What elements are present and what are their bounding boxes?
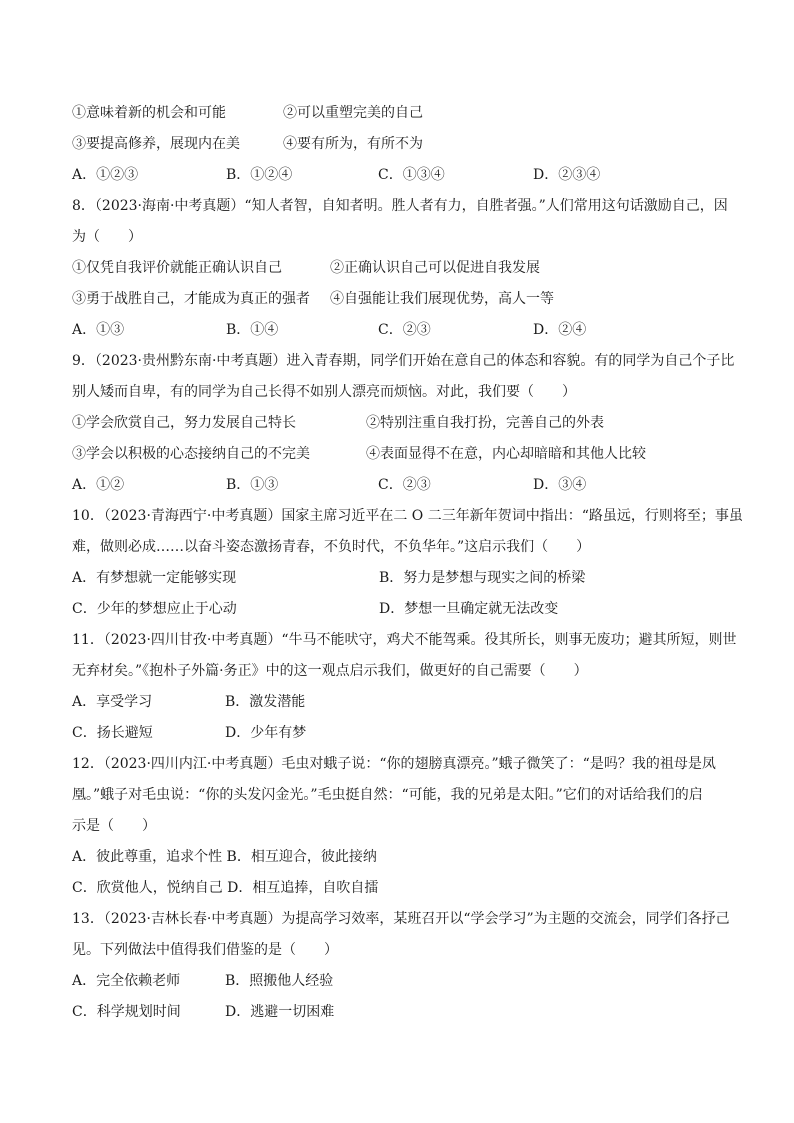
q8-statement-2: ②正确认识自己可以促进自我发展 [330, 260, 540, 276]
q8-option-c: C．②③ [378, 322, 431, 338]
q7-statement-2: ②可以重塑完美的自己 [283, 105, 423, 121]
q10-option-a: A．有梦想就一定能够实现 [72, 570, 237, 586]
q9-statement-4: ④表面显得不在意，内心却暗暗和其他人比较 [366, 446, 646, 462]
q7-option-b: B．①②④ [226, 167, 293, 183]
q9-stem-line-1: 9．（2023·贵州黔东南·中考真题）进入青春期，同学们开始在意自己的体态和容貌。有的同学为自己个子比 [72, 353, 735, 369]
q10-stem-line-2: 难，做则必成……以奋斗姿态激扬青春，不负时代，不负华年。”这启示我们（ ） [72, 539, 591, 555]
q12-options-a-b: A．彼此尊重，追求个性 B．相互迎合，彼此接纳 [72, 849, 377, 865]
q13-option-b: B．照搬他人经验 [225, 973, 334, 989]
q9-option-b: B．①③ [226, 477, 279, 493]
q9-option-c: C．②③ [378, 477, 431, 493]
q10-stem-line-1: 10．（2023·青海西宁·中考真题）国家主席习近平在二 O 二三年新年贺词中指出：“路虽远，行则将至；事虽 [72, 508, 743, 524]
q13-option-c: C．科学规划时间 [72, 1004, 181, 1020]
q9-statement-2: ②特别注重自我打扮，完善自己的外表 [366, 415, 604, 431]
q10-option-d: D．梦想一旦确定就无法改变 [379, 601, 559, 617]
q9-statement-1: ①学会欣赏自己，努力发展自己特长 [72, 415, 296, 431]
q10-option-c: C．少年的梦想应止于心动 [72, 601, 237, 617]
q13-option-d: D．逃避一切困难 [225, 1004, 335, 1020]
q8-statement-4: ④自强能让我们展现优势，高人一等 [330, 291, 554, 307]
q9-option-a: A．①② [72, 477, 125, 493]
q12-options-c-d: C．欣赏他人，悦纳自己 D．相互追捧，自吹自擂 [72, 880, 379, 896]
q12-stem-line-1: 12．（2023·四川内江·中考真题）毛虫对蛾子说：“你的翅膀真漂亮。”蛾子微笑了：“是吗？我的祖母是凤 [72, 756, 716, 772]
q8-option-d: D．②④ [533, 322, 587, 338]
q8-statement-1: ①仅凭自我评价就能正确认识自己 [72, 260, 282, 276]
q10-option-b: B．努力是梦想与现实之间的桥梁 [379, 570, 586, 586]
q7-option-a: A．①②③ [72, 167, 139, 183]
q11-stem-line-1: 11．（2023·四川甘孜·中考真题）“牛马不能吠守，鸡犬不能驾乘。役其所长，则事无废功；避其所短，则世 [72, 632, 737, 648]
q8-stem-line-1: 8．（2023·海南·中考真题）“知人者智，自知者明。胜人者有力，自胜者强。”人们常用这句话激励自己，因 [72, 198, 728, 214]
q8-statement-3: ③勇于战胜自己，才能成为真正的强者 [72, 291, 310, 307]
q12-stem-line-2: 凰。”蛾子对毛虫说：“你的头发闪金光。”毛虫挺自然：“可能，我的兄弟是太阳。”它们的对话给我们的启 [72, 787, 703, 803]
q7-option-d: D．②③④ [533, 167, 601, 183]
q13-stem-line-2: 见。下列做法中值得我们借鉴的是（ ） [72, 942, 338, 958]
q13-option-a: A．完全依赖老师 [72, 973, 181, 989]
q9-statement-3: ③学会以积极的心态接纳自己的不完美 [72, 446, 310, 462]
q9-stem-line-2: 别人矮而自卑，有的同学为自己长得不如别人漂亮而烦恼。对此，我们要（ ） [72, 384, 576, 400]
q11-option-d: D．少年有梦 [225, 725, 307, 741]
q11-option-c: C．扬长避短 [72, 725, 153, 741]
q11-option-b: B．激发潜能 [225, 694, 306, 710]
q13-stem-line-1: 13．（2023·吉林长春·中考真题）为提高学习效率，某班召开以“学会学习”为主题的交流会，同学们各抒己 [72, 911, 730, 927]
q8-stem-line-2: 为（ ） [72, 229, 142, 245]
q7-statement-1: ①意味着新的机会和可能 [72, 105, 226, 121]
q7-statement-3: ③要提高修养，展现内在美 [72, 136, 240, 152]
q11-option-a: A．享受学习 [72, 694, 153, 710]
q9-option-d: D．③④ [533, 477, 587, 493]
q7-option-c: C．①③④ [378, 167, 445, 183]
q8-option-b: B．①④ [226, 322, 279, 338]
q12-stem-line-3: 示是（ ） [72, 818, 156, 834]
q7-statement-4: ④要有所为，有所不为 [283, 136, 423, 152]
q11-stem-line-2: 无弃材矣。”《抱朴子外篇·务正》中的这一观点启示我们，做更好的自己需要（ ） [72, 663, 588, 679]
q8-option-a: A．①③ [72, 322, 125, 338]
